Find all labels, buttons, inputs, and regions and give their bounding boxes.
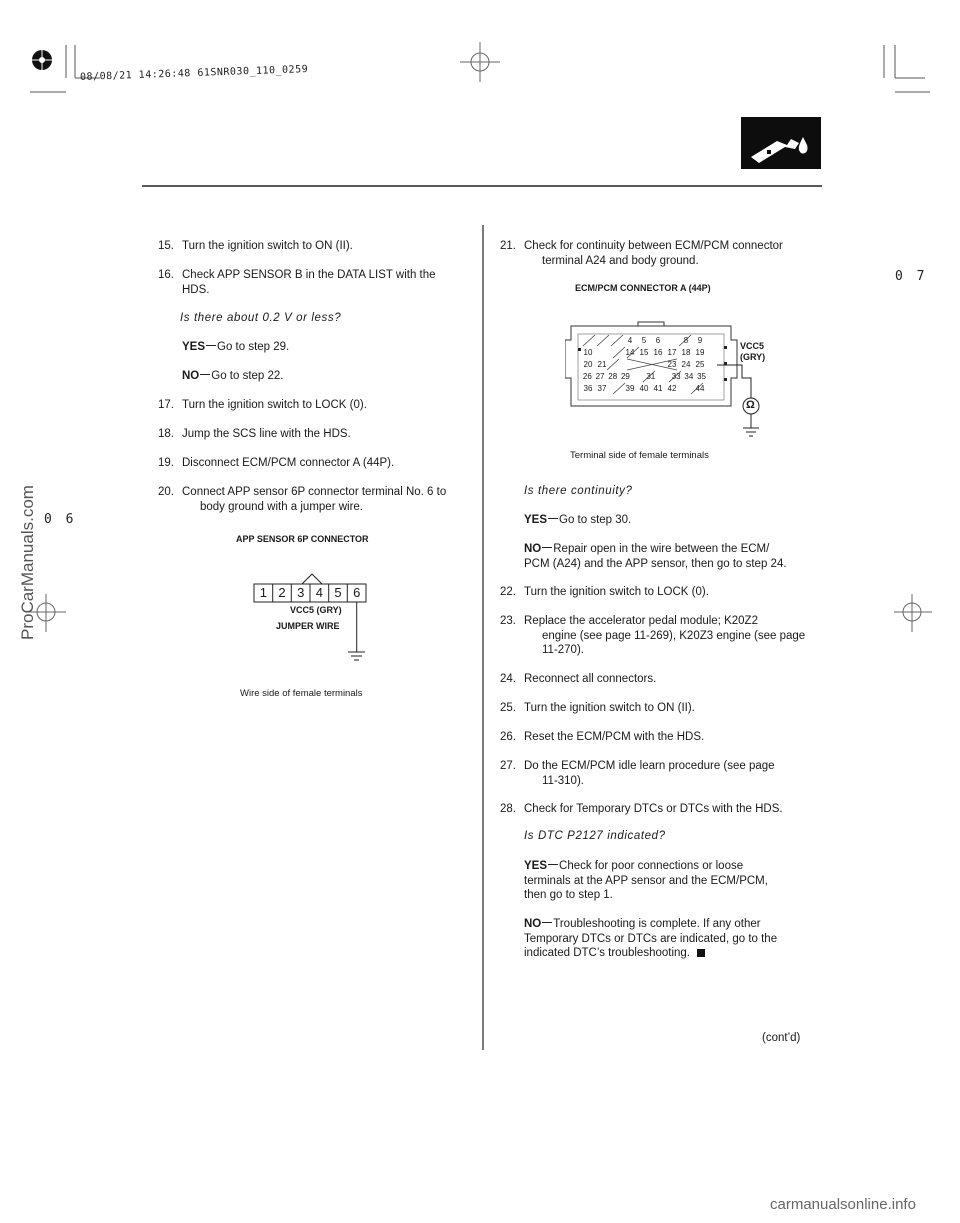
step-23: 23. Replace the accelerator pedal module; K20Z2 engine (see page 11-269), K20Z3 engine (see page 11-270). — [500, 615, 806, 656]
fuel-system-icon — [741, 117, 821, 169]
pin-2: 2 — [278, 585, 286, 600]
pin-5: 5 — [334, 585, 342, 600]
answer-yes-21: YES Go to step 30. — [524, 514, 632, 526]
ecm-pin-row: 36 37 39 40 41 42 44 — [583, 384, 705, 393]
app-wire-label: VCC5 (GRY) — [290, 605, 342, 615]
ecm-pin-row: 20 21 23 24 25 — [583, 360, 705, 369]
step-28: 28. Check for Temporary DTCs or DTCs with the HDS. — [500, 803, 783, 815]
step-19: 19. Disconnect ECM/PCM connector A (44P). — [158, 457, 395, 469]
page-number-right: 0 7 — [895, 269, 928, 284]
question-21: Is there continuity? — [524, 485, 633, 497]
answer-yes-16: YES Go to step 29. — [182, 341, 290, 353]
pin-4: 4 — [315, 585, 323, 600]
footer-watermark: carmanualsonline.info — [770, 1196, 916, 1213]
step-20: 20. Connect APP sensor 6P connector terminal No. 6 to body ground with a jumper wire. — [158, 486, 447, 513]
answer-no-21: NO Repair open in the wire between the ECM/ PCM (A24) and the APP sensor, then go to step 24. — [524, 543, 787, 570]
ecm-pin-grid — [581, 335, 721, 395]
step-17: 17. Turn the ignition switch to LOCK (0). — [158, 399, 367, 411]
step-26: 26. Reset the ECM/PCM with the HDS. — [500, 731, 705, 743]
question-16: Is there about 0.2 V or less? — [180, 312, 342, 324]
pin-3: 3 — [297, 585, 305, 600]
print-stamp: 08/08/21 14:26:48 61SNR030_110_0259 — [79, 64, 309, 83]
answer-no-16: NO Go to step 22. — [182, 370, 284, 382]
step-22: 22. Turn the ignition switch to LOCK (0). — [500, 586, 709, 598]
ecm-pin-row: 4 5 6 8 9 — [627, 336, 703, 345]
answer-yes-28: YES Check for poor connections or loose terminals at the APP sensor and the ECM/PCM, then go to step 1. — [524, 860, 768, 901]
page-number-left: 0 6 — [44, 512, 77, 527]
step-25: 25. Turn the ignition switch to ON (II). — [500, 702, 695, 714]
ecm-pin-row: 10 14 15 16 17 18 19 — [583, 348, 705, 357]
ohmmeter-icon: Ω — [746, 399, 755, 411]
ecm-connector-caption: Terminal side of female terminals — [570, 450, 709, 461]
side-watermark: ProCarManuals.com — [18, 485, 37, 640]
jumper-wire-label: JUMPER WIRE — [276, 621, 340, 631]
step-27: 27. Do the ECM/PCM idle learn procedure (see page 11-310). — [500, 760, 775, 787]
step-21: 21. Check for continuity between ECM/PCM connector terminal A24 and body ground. — [500, 240, 783, 267]
pin-6: 6 — [353, 585, 361, 600]
step-24: 24. Reconnect all connectors. — [500, 673, 657, 685]
continued-label: (cont’d) — [762, 1032, 801, 1044]
ecm-pin-row: 26 27 28 29 31 33 34 35 — [582, 372, 706, 381]
ecm-connector-title: ECM/PCM CONNECTOR A (44P) — [575, 283, 711, 293]
answer-no-28: NO Troubleshooting is complete. If any other Temporary DTCs or DTCs are indicated, go to the indicated DTC’s troubleshooting. — [524, 918, 778, 959]
question-28: Is DTC P2127 indicated? — [524, 830, 666, 842]
pin-1: 1 — [259, 585, 267, 600]
ecm-wire-label-1: VCC5 — [740, 341, 765, 351]
step-18: 18. Jump the SCS line with the HDS. — [158, 428, 351, 440]
app-connector-pins — [254, 585, 366, 603]
step-16: 16. Check APP SENSOR B in the DATA LIST with the HDS. — [158, 269, 436, 296]
step-15: 15. Turn the ignition switch to ON (II). — [158, 240, 353, 252]
app-connector-caption: Wire side of female terminals — [240, 688, 363, 699]
app-connector-title: APP SENSOR 6P CONNECTOR — [236, 534, 369, 544]
ecm-wire-label-2: (GRY) — [740, 352, 766, 362]
end-marker-icon — [697, 949, 705, 957]
